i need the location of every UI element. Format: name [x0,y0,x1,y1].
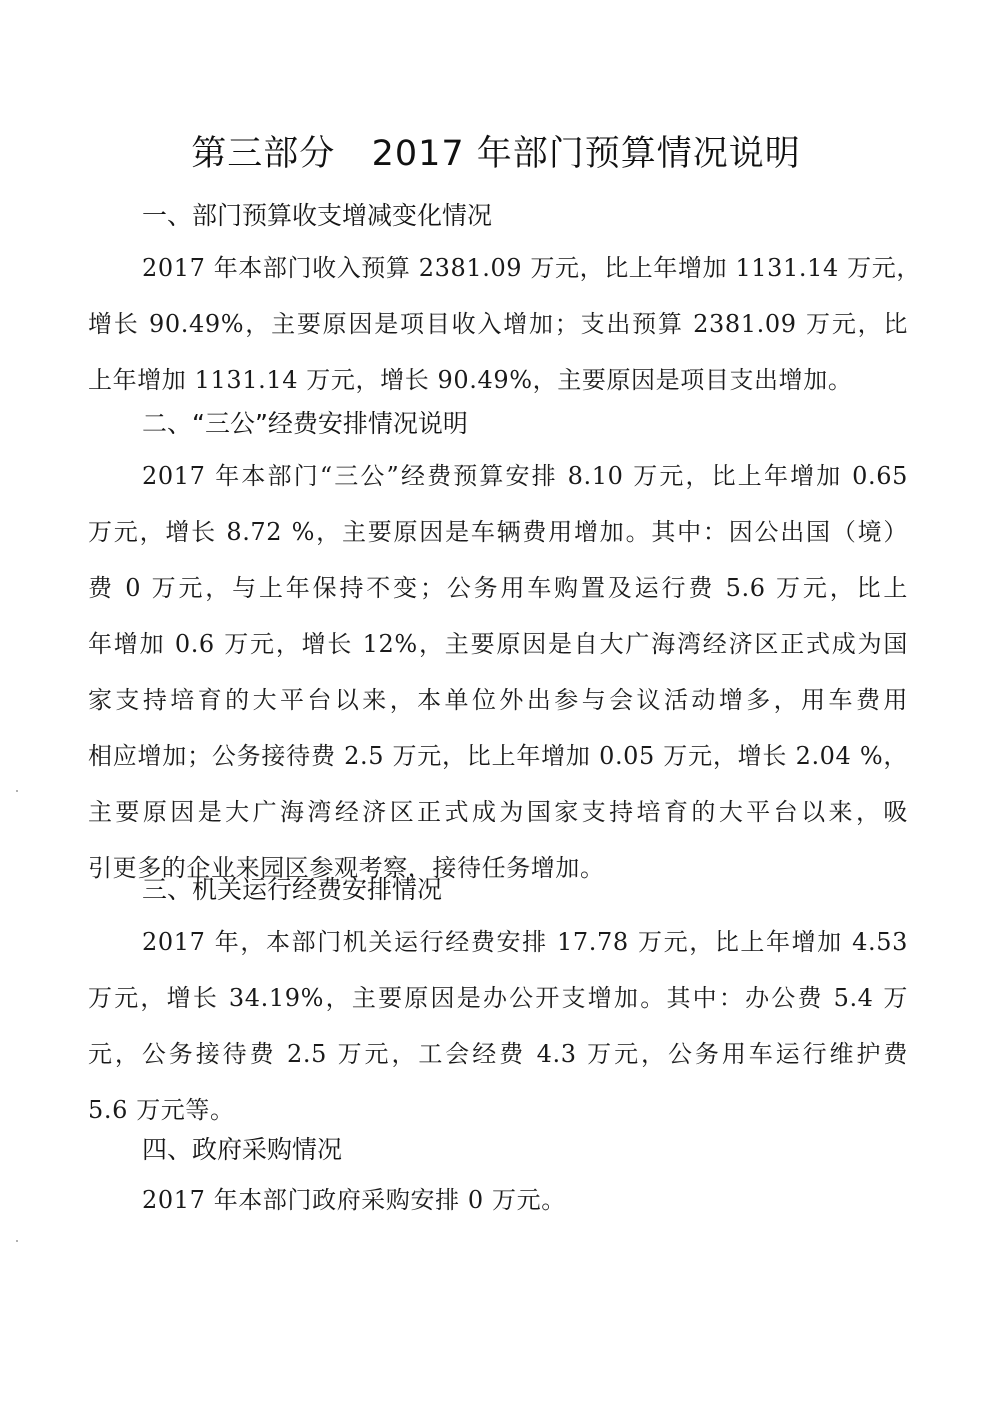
section-paragraph-2 [88,448,908,896]
paragraph-line: 2017 年，本部门机关运行经费安排 17.78 万元，比上年增加 4.53 [142,928,908,956]
paragraph-line: 上年增加 1131.14 万元，增长 90.49%，主要原因是项目支出增加。 [88,366,853,394]
section-heading-1: 一、部门预算收支增减变化情况 [142,201,493,230]
paragraph-line: 引更多的企业来园区参观考察，接待任务增加。 [88,854,605,882]
section-heading-3: 三、机关运行经费安排情况 [142,875,443,904]
paragraph-line: 万元，增长 8.72 %，主要原因是车辆费用增加。其中：因公出国（境） [88,518,908,546]
scan-speck [16,790,18,792]
section-paragraph-3 [88,914,908,1138]
paragraph-line: 增长 90.49%，主要原因是项目收入增加；支出预算 2381.09 万元，比 [88,310,908,338]
paragraph-line: 万元，增长 34.19%，主要原因是办公开支增加。其中：办公费 5.4 万 [88,984,908,1012]
section-paragraph-4 [88,1172,908,1228]
section-heading-4: 四、政府采购情况 [142,1135,343,1164]
page-title: 第三部分 2017 年部门预算情况说明 [191,134,801,174]
section-paragraph-1 [88,240,921,408]
paragraph-line: 费 0 万元，与上年保持不变；公务用车购置及运行费 5.6 万元，比上 [88,574,908,602]
paragraph-line: 2017 年本部门收入预算 2381.09 万元，比上年增加 1131.14 万元， [142,254,921,282]
paragraph-line: 元，公务接待费 2.5 万元，工会经费 4.3 万元，公务用车运行维护费 [88,1040,908,1068]
paragraph-line: 相应增加；公务接待费 2.5 万元，比上年增加 0.05 万元，增长 2.04 %， [88,742,908,770]
paragraph-line: 5.6 万元等。 [88,1096,235,1124]
paragraph-line: 2017 年本部门“三公”经费预算安排 8.10 万元，比上年增加 0.65 [142,462,908,490]
paragraph-line: 年增加 0.6 万元，增长 12%，主要原因是自大广海湾经济区正式成为国 [88,630,908,658]
section-heading-2: 二、“三公”经费安排情况说明 [142,409,468,438]
paragraph-line: 主要原因是大广海湾经济区正式成为国家支持培育的大平台以来，吸 [88,798,908,826]
paragraph-line: 2017 年本部门政府采购安排 0 万元。 [142,1186,566,1214]
paragraph-line: 家支持培育的大平台以来，本单位外出参与会议活动增多，用车费用 [88,686,908,714]
scan-speck [16,1240,18,1242]
